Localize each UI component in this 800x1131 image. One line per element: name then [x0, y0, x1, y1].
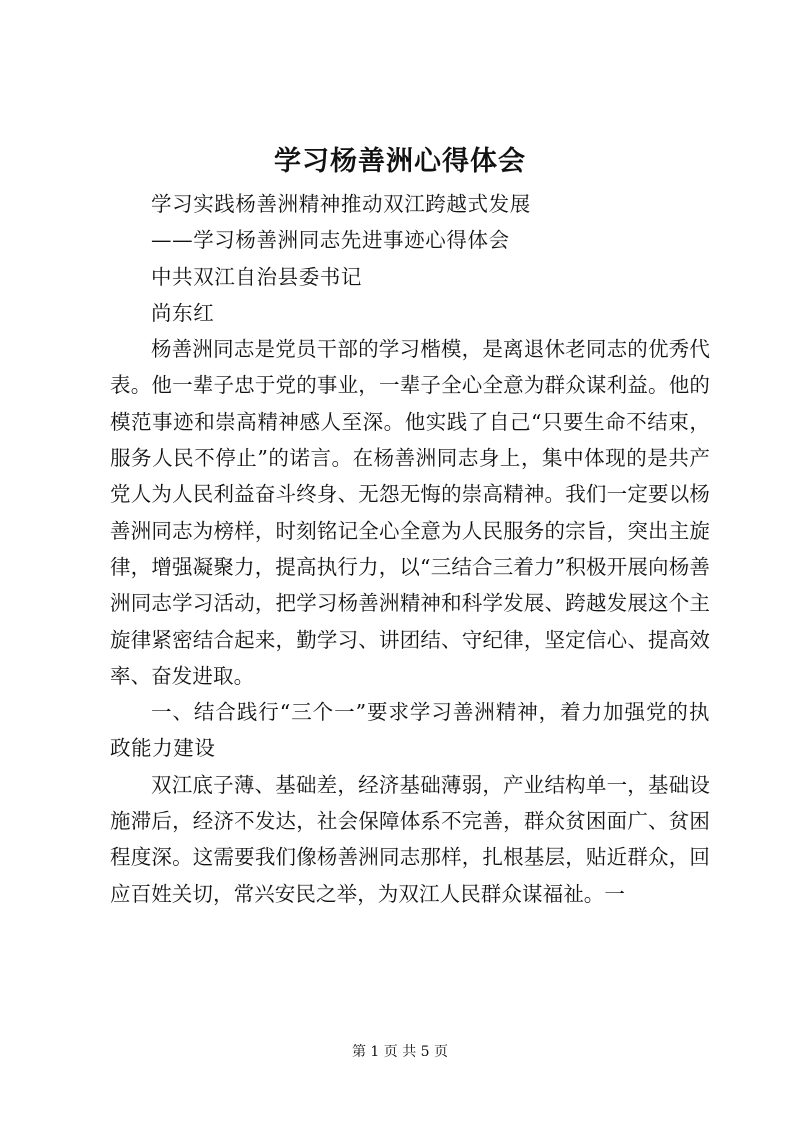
document-body: [110, 186, 710, 912]
author-name: 尚东红: [151, 300, 215, 325]
body-paragraph: 杨善洲同志是党员干部的学习楷模，是离退休老同志的优秀代表。他一辈子忠于党的事业，一辈子全心全意为群众谋利益。他的模范事迹和崇高精神感人至深。他实践了自己“只要生命不结束，服务人民不停止”的诺言。在杨善洲同志身上，集中体现的是共产党人为人民利益奋斗终身、无怨无悔的崇高精神。我们一定要以杨善洲同志为榜样，时刻铭记全心全意为人民服务的宗旨，突出主旋律，增强凝聚力，提高执行力，以“三结合三着力”积极开展向杨善洲同志学习活动，把学习杨善洲精神和科学发展、跨越发展这个主旋律紧密结合起来，勤学习、讲团结、守纪律，坚定信心、提高效率、奋发进取。: [110, 337, 710, 688]
section-heading: 一、结合践行“三个一”要求学习善洲精神，着力加强党的执政能力建设: [110, 700, 710, 761]
document-title: 学习杨善洲心得体会: [274, 146, 526, 177]
subtitle-line: 学习实践杨善洲精神推动双江跨越式发展: [151, 192, 531, 216]
page-number-label: 第 1 页 共 5 页: [351, 1044, 449, 1060]
author-organization: 中共双江自治县委书记: [151, 264, 362, 289]
body-paragraph: 双江底子薄、基础差，经济基础薄弱，产业结构单一，基础设施滞后，经济不发达，社会保障体系不完善，群众贫困面广、贫困程度深。这需要我们像杨善洲同志那样，扎根基层，贴近群众，回应百姓关切，常兴安民之举，为双江人民群众谋福祉。一: [110, 772, 710, 906]
page-footer: [0, 1042, 800, 1062]
subtitle-secondary-line: ——学习杨善洲同志先进事迹心得体会: [151, 228, 510, 253]
